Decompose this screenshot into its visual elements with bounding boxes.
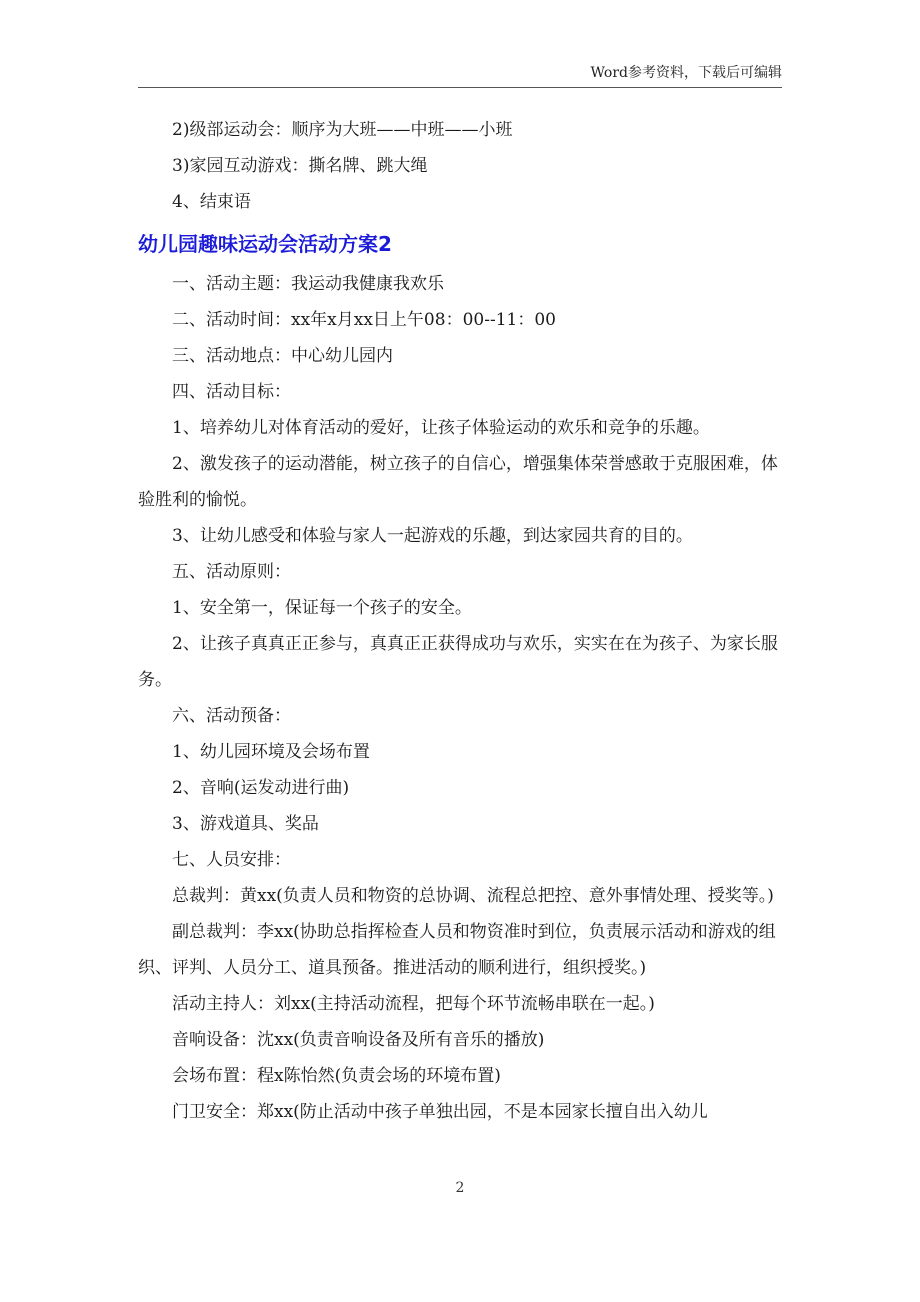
paragraph: 四、活动目标：: [172, 382, 291, 402]
paragraph: 2、激发孩子的运动潜能，树立孩子的自信心，增强集体荣誉感敢于克服困难，体验胜利的愉悦。: [138, 454, 778, 510]
paragraph: 门卫安全：郑xx(防止活动中孩子单独出园，不是本园家长擅自出入幼儿: [172, 1102, 708, 1122]
paragraph: 1、幼儿园环境及会场布置: [172, 742, 370, 762]
paragraph: 2、音响(运发动进行曲): [172, 778, 350, 798]
paragraph: 副总裁判：李xx(协助总指挥检查人员和物资准时到位，负责展示活动和游戏的组织、评判、人员分工、道具预备。推进活动的顺利进行，组织授奖。): [138, 922, 776, 978]
paragraph: 一、活动主题：我运动我健康我欢乐: [172, 274, 444, 294]
paragraph: 3、游戏道具、奖品: [172, 814, 319, 834]
paragraph: 1、培养幼儿对体育活动的爱好，让孩子体验运动的欢乐和竞争的乐趣。: [172, 418, 710, 438]
paragraph: 3、让幼儿感受和体验与家人一起游戏的乐趣，到达家园共育的目的。: [172, 526, 693, 546]
paragraph: 会场布置：程x陈怡然(负责会场的环境布置): [172, 1066, 501, 1086]
header-text: Word参考资料，下载后可编辑: [590, 65, 782, 81]
paragraph: 三、活动地点：中心幼儿园内: [172, 346, 393, 366]
paragraph: 七、人员安排：: [172, 850, 291, 870]
paragraph: 五、活动原则：: [172, 562, 291, 582]
page-footer: [0, 1180, 920, 1196]
paragraph: 六、活动预备：: [172, 706, 291, 726]
page-number: 2: [455, 1180, 465, 1196]
paragraph: 活动主持人：刘xx(主持活动流程，把每个环节流畅串联在一起。): [172, 994, 655, 1014]
paragraph: 二、活动时间：xx年x月xx日上午08：00--11：00: [172, 310, 556, 330]
section-heading: 幼儿园趣味运动会活动方案2: [138, 232, 392, 256]
paragraph: 音响设备：沈xx(负责音响设备及所有音乐的播放): [172, 1030, 545, 1050]
paragraph: 4、结束语: [172, 192, 251, 212]
paragraph: 总裁判：黄xx(负责人员和物资的总协调、流程总把控、意外事情处理、授奖等。): [172, 886, 774, 906]
paragraph: 3)家园互动游戏：撕名牌、跳大绳: [172, 156, 428, 176]
page-header: [138, 62, 782, 88]
document-body: [138, 112, 782, 1130]
paragraph: 2、让孩子真真正正参与，真真正正获得成功与欢乐，实实在在为孩子、为家长服务。: [138, 634, 778, 690]
paragraph: 2)级部运动会：顺序为大班——中班——小班: [172, 120, 513, 140]
paragraph: 1、安全第一，保证每一个孩子的安全。: [172, 598, 472, 618]
